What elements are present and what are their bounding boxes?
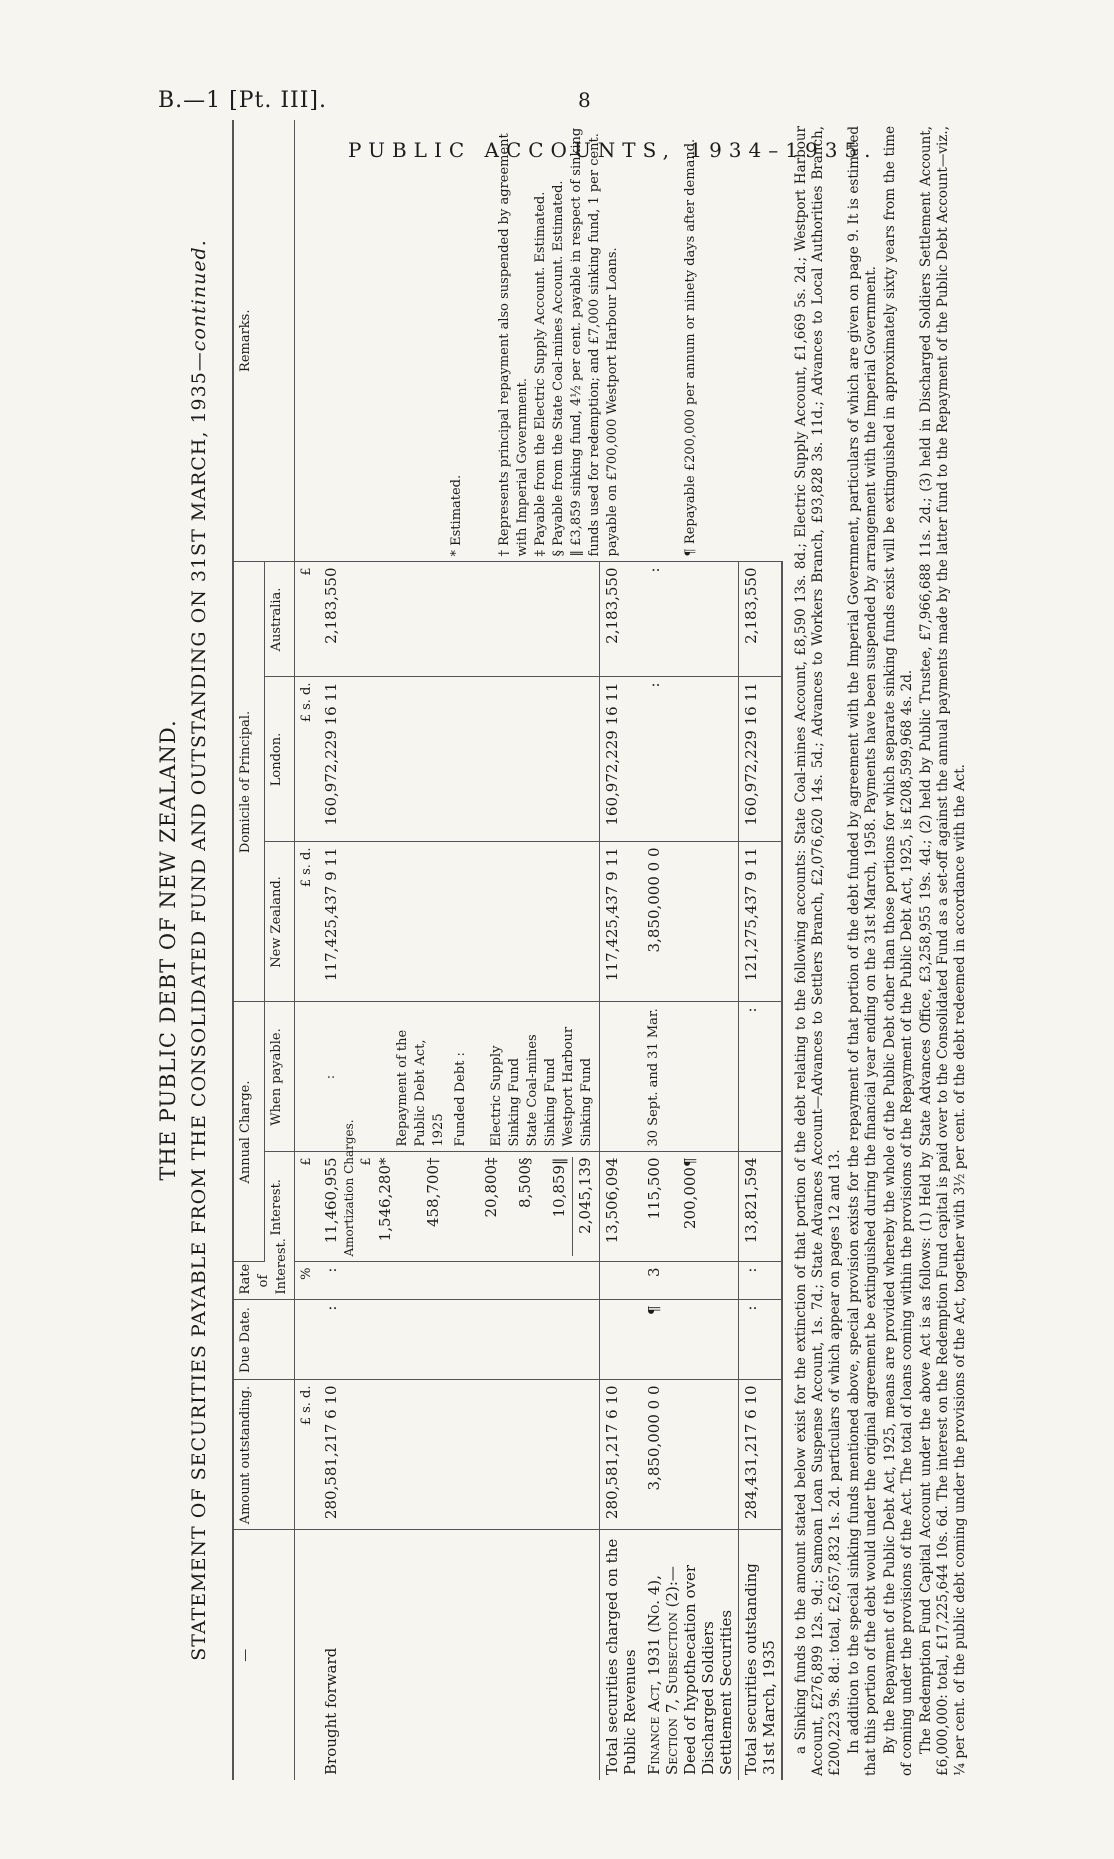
cell-amount: 280,581,217 6 10 [600,1380,643,1530]
row-label [642,1530,739,1780]
header-interest: Interest. [264,1152,294,1262]
amort-value-3: 20,800‡ [482,1157,500,1218]
finance-act-label: Finance Act, 1931 (No. 4), Section 7, Subsection (2) [645,1575,681,1775]
public-debt-table [232,120,783,1780]
amort-subtotal: 2,045,139 [572,1158,594,1257]
cell-nz: 121,275,437 9 11 [739,842,783,1002]
cell-when-payable: : Repayment of the Public Debt Act, 1925 Funded Debt : Electric Supply Sinking Fund State Coal-mines Sinking Fund Westport Harbour Sinking Fund [319,1002,600,1152]
cell-interest: 13,821,594 [739,1152,783,1262]
cell-london: 160,972,229 16 11 [739,677,783,842]
cell-interest [319,1119,600,1262]
row-label: Brought forward [322,1647,340,1775]
cell-london: 160,972,229 16 11 [600,677,643,842]
amort-value-1: 1,546,280* [376,1157,394,1242]
header-when-payable: When payable. [264,1002,294,1152]
row-label [295,1530,320,1780]
header-blank: — [233,1530,295,1780]
remark-pilcrow: ¶ Repayable £200,000 per annum or ninety days after demand. [683,138,698,557]
header-australia: Australia. [264,562,294,677]
amort-value-2: 458,700† [424,1157,442,1228]
footnote-3: By the Repayment of the Public Debt Act, 1925, means are provided whereby the whole of the Public Debt other than those portions for which separate sinking funds exist will be extinguished in approximately sixty years from the time of coming under the provisions of the Act. The total of loans coming within the provisions of the Repayment of the Public Debt Act, 1925, is £208,599,968 4s. 2d. [882,126,915,1776]
cell-interest: 13,506,094 [600,1152,643,1262]
header-london: London. [264,677,294,842]
cell-rate: : [319,1262,600,1300]
header-annual-charge: Annual Charge. [233,1002,264,1262]
statement-subtitle-text: STATEMENT OF SECURITIES PAYABLE FROM THE CONSOLIDATED FUND AND OUTSTANDING ON 31ST MARCH, 1935— [188,351,210,1661]
footnote-2: In addition to the special sinking funds mentioned above, special provision exists for the repayment of that portion of the debt funded by agreement with the Imperial Government, particulars of which are given on page 9. It is estimated that this portion of the debt would under the original agreement be extinguished during the financial year ending on the 31st March, 1958. Payments have been suspended by arrangement with the Imperial Government. [846,126,879,1776]
remarks-cell [295,120,783,562]
page-number: 8 [578,88,592,112]
unit-lsd: £ s. d. [295,677,320,842]
when-2: Funded Debt : [453,1052,468,1147]
header-rate: Rate of Interest. [233,1262,295,1300]
remark-ddagger: ‡ Payable from the Electric Supply Account. Estimated. [533,191,548,557]
header-remarks: Remarks. [233,120,295,562]
footnotes [793,126,969,1776]
cell-australia: 2,183,550 [600,562,643,677]
header-amount: Amount outstanding. [233,1380,295,1530]
interest-value: 11,460,955 [322,1157,340,1244]
interest-repayable: 200,000¶ [681,1157,699,1230]
unit-percent: % [295,1262,320,1300]
header-due-date: Due Date. [233,1300,295,1380]
header-new-zealand: New Zealand. [264,842,294,1002]
cell-due: ¶ [642,1300,739,1380]
statement-subtitle-continued: continued. [188,239,210,352]
when-3: Electric Supply Sinking Fund [489,1045,522,1147]
table-row [295,120,320,1780]
amortization-label: Amortization Charges. [342,1119,356,1257]
cell-australia: : [642,562,739,677]
finance-act-desc: :—Deed of hypothecation over Discharged Soldiers Settlement Securities [663,1564,735,1775]
remark-dagger: † Represents principal repayment also suspended by agreement with Imperial Government. [497,133,530,557]
cell-nz: 3,850,000 0 0 [642,842,739,1002]
header-domicile: Domicile of Principal. [233,562,264,1002]
table-row: Total securities outstanding 31st March, 1935 284,431,217 6 10 : : 13,821,594 : 121,275,437 9 11 160,972,229 16 11 2,183,550 [739,120,783,1780]
cell-due: : [319,1300,600,1380]
row-label: Total securities charged on the Public Revenues [600,1530,643,1780]
unit-lsd: £ s. d. [295,1380,320,1530]
when-5: Westport Harbour Sinking Fund [561,1026,594,1147]
statement-subtitle [188,110,210,1790]
cell-amount: 284,431,217 6 10 [739,1380,783,1530]
unit-pound: £ [359,1157,374,1166]
rotated-statement-sheet [150,110,1114,1790]
cell-london: : [642,677,739,842]
cell-nz: 117,425,437 9 11 [600,842,643,1002]
page-title: PUBLIC ACCOUNTS, 1934–1935. [348,138,878,162]
when-4: State Coal-mines Sinking Fund [525,1034,558,1147]
when-1: Repayment of the Public Debt Act, 1925 [395,1029,446,1147]
cell-amount: 3,850,000 0 0 [642,1380,739,1530]
cell-australia: 2,183,550 [319,562,600,677]
unit-pound: £ [295,1152,320,1262]
statement-title: THE PUBLIC DEBT OF NEW ZEALAND. [156,719,180,1181]
remark-parallel: ‖ £3,859 sinking fund, 4½ per cent. payable in respect of sinking funds used for redemption; and £7,000 sinking fund, 1 per cent. payable on £700,000 Westport Harbour Loans. [569,127,620,557]
cell-amount: 280,581,217 6 10 [319,1380,600,1530]
cell-interest: 115,500 200,000¶ [642,1152,739,1262]
footnote-4: The Redemption Fund Capital Account under the above Act is as follows: (1) Held by State Advances Office, £3,258,955 19s. 4d.; (2) held by Public Trustee, £7,966,688 11s. 2d.; (3) held in Discharged Soldiers Settlement Account, £6,000,000: total, £17,225,644 10s. 6d. The interest on the Redemption Fund capital is paid over to the Consolidated Fund as a set-off against the annual payments made by the latter fund to the Repayment of the Public Debt Account—viz., ¼ per cent. of the public debt coming under the provisions of the Act, together with 3½ per cent. of the debt redeemed in accordance with the Act. [918,126,968,1776]
row-label: Total securities outstanding 31st March, 1935 [739,1530,783,1780]
cell-nz: 117,425,437 9 11 [319,842,600,1002]
remark-section: § Payable from the State Coal-mines Account. Estimated. [551,180,566,557]
cell-australia: 2,183,550 [739,562,783,677]
unit-pound: £ [295,562,320,677]
cell-when-payable: 30 Sept. and 31 Mar. [642,1002,739,1152]
page-reference: B.—1 [Pt. III]. [158,88,328,113]
amort-value-4: 8,500§ [516,1157,534,1208]
cell-rate: 3 [642,1262,739,1300]
footnote-1: a Sinking funds to the amount stated below exist for the extinction of that portion of the debt relating to the following accounts: State Coal-mines Account, £8,590 13s. 8d.; Electric Supply Account, £1,669 5s. 2d.; Westport Harbour Account, £276,899 12s. 9d.; Samoan Loan Suspense Account, 1s. 7d.; State Advances Account—Advances to Settlers Branch, £2,076,620 14s. 5d.; Advances to Workers Branch, £93,828 3s. 11d.; Advances to Local Authorities Branch, £200,223 9s. 8d.: total, £2,657,832 1s. 2d. particulars of which appear on pages 12 and 13. [793,126,843,1776]
cell-london: 160,972,229 16 11 [319,677,600,842]
remark-estimated: * Estimated. [449,474,464,557]
unit-lsd: £ s. d. [295,842,320,1002]
amort-value-5: 10,859‖ [550,1157,568,1218]
